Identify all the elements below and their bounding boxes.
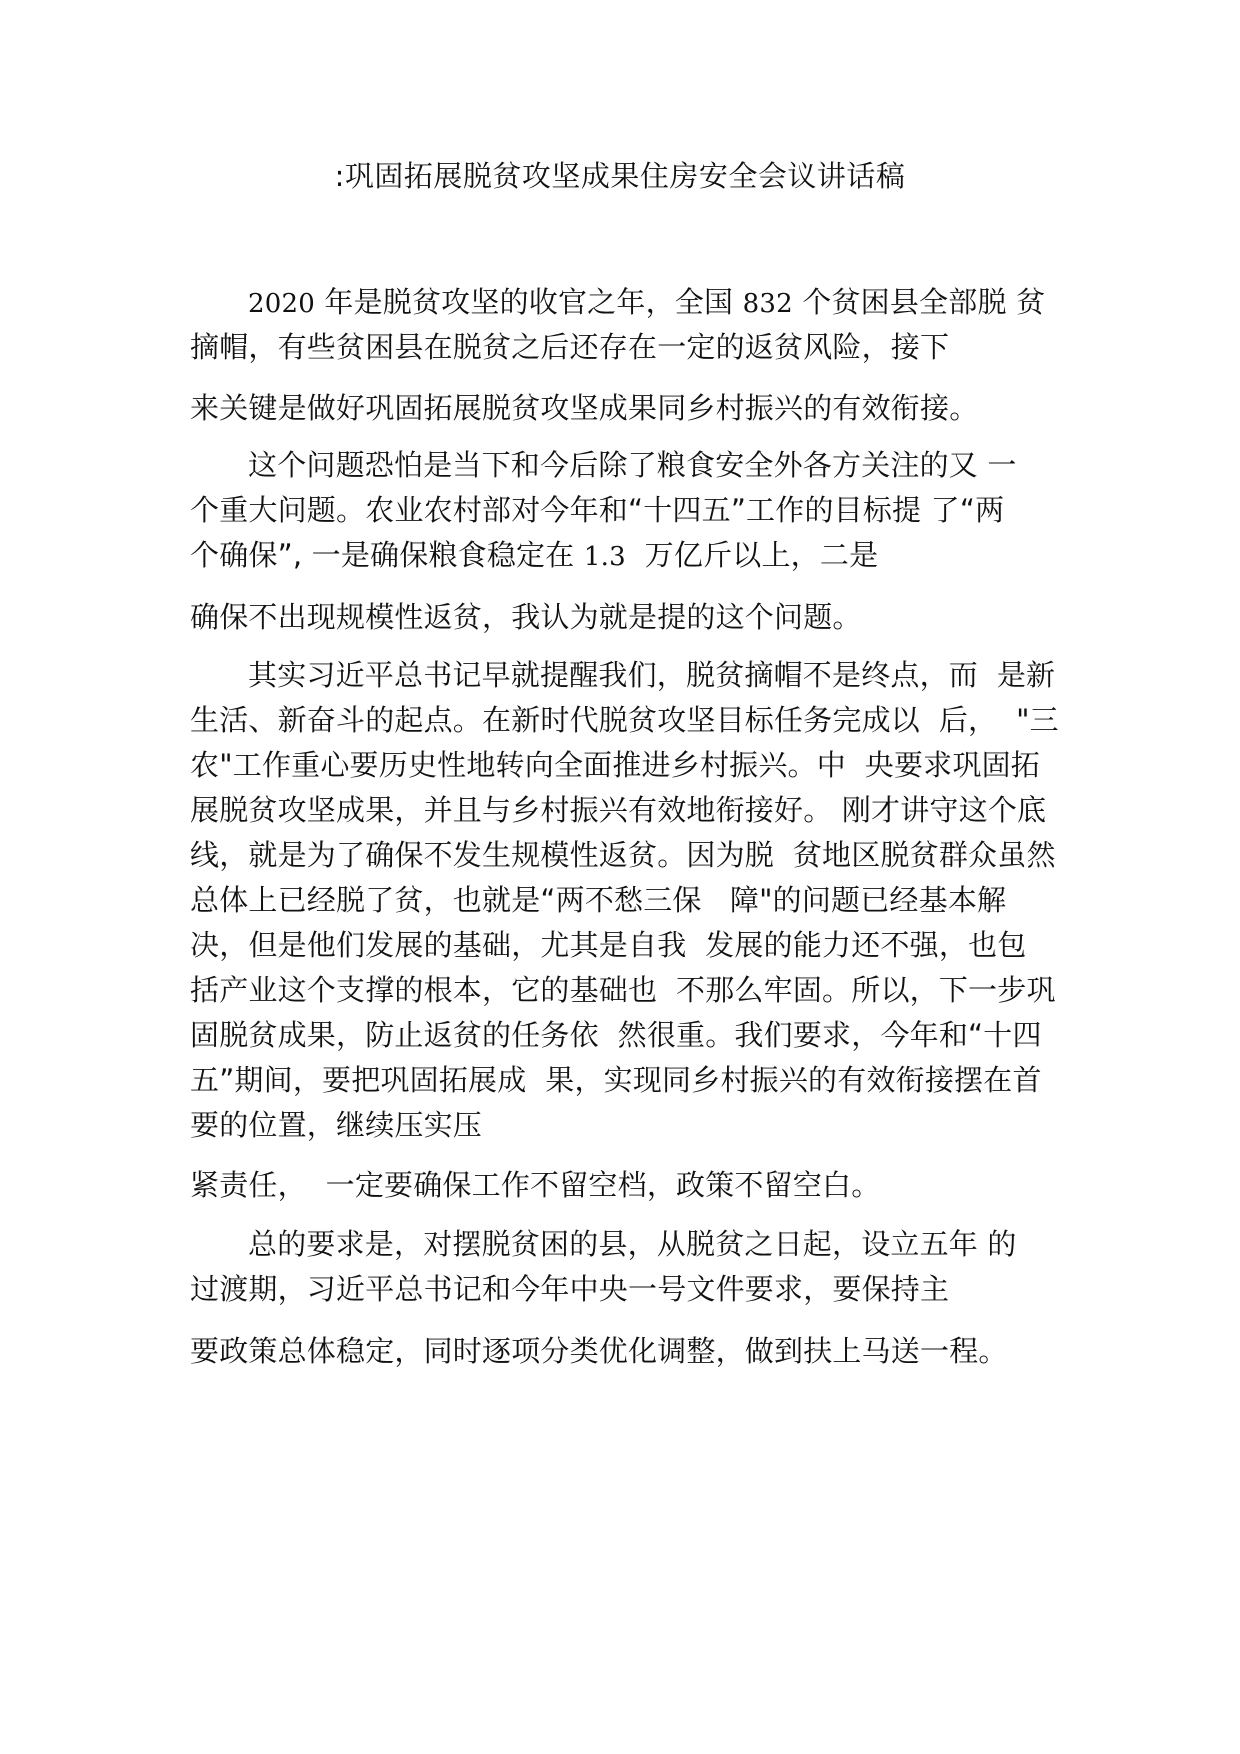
paragraph-3-line-10: 五”期间，要把巩固拓展成 果，实现同乡村振兴的有效衔接摆在首 xyxy=(190,1063,1042,1097)
text-segment: 万亿斤以上，二是 xyxy=(625,538,879,572)
paragraph-3-line-8: 括产业这个支撑的根本，它的基础也 不那么牢固。所以，下一步巩 xyxy=(190,973,1056,1007)
paragraph-3-line-3: 农"工作重心要历史性地转向全面推进乡村振兴。中 央要求巩固拓 xyxy=(190,748,1040,782)
grain-quantity-number: 1.3 xyxy=(583,542,626,572)
paragraph-3-line-4: 展脱贫攻坚成果，并且与乡村振兴有效地衔接好。 刚才讲守这个底 xyxy=(190,793,1047,827)
text-segment: 个贫困县全部脱 贫 xyxy=(792,285,1046,319)
paragraph-3-line-5: 线，就是为了确保不发生规模性返贫。因为脱 贫地区脱贫群众虽然 xyxy=(190,838,1056,872)
year-number: 2020 xyxy=(248,289,315,319)
county-count-number: 832 xyxy=(742,289,793,319)
paragraph-1-line-2: 摘帽，有些贫困县在脱贫之后还存在一定的返贫风险，接下 xyxy=(190,330,950,364)
paragraph-2-line-2: 个重大问题。农业农村部对今年和“十四五”工作的目标提 了“两 xyxy=(190,493,1005,527)
paragraph-4-line-2: 过渡期，习近平总书记和今年中央一号文件要求，要保持主 xyxy=(190,1272,950,1306)
paragraph-2-line-3 xyxy=(190,535,878,577)
paragraph-3-line-6: 总体上已经脱了贫，也就是“两不愁三保 障"的问题已经基本解 xyxy=(190,883,1007,917)
paragraph-4-line-3: 要政策总体稳定，同时逐项分类优化调整，做到扶上马送一程。 xyxy=(190,1334,1008,1368)
document-title: :巩固拓展脱贫攻坚成果住房安全会议讲话稿 xyxy=(334,159,906,193)
paragraph-4-line-1: 总的要求是，对摆脱贫困的县，从脱贫之日起，设立五年 的 xyxy=(248,1227,1017,1261)
paragraph-3-line-12: 紧责任， 一定要确保工作不留空档，政策不留空白。 xyxy=(190,1168,881,1202)
text-segment: 年是脱贫攻坚的收官之年，全国 xyxy=(314,285,743,319)
paragraph-2-line-4: 确保不出现规模性返贫，我认为就是提的这个问题。 xyxy=(190,600,862,634)
paragraph-3-line-7: 决，但是他们发展的基础，尤其是自我 发展的能力还不强，也包 xyxy=(190,928,1027,962)
paragraph-1-line-3: 来关键是做好巩固拓展脱贫攻坚成果同乡村振兴的有效衔接。 xyxy=(190,391,979,425)
paragraph-1-line-1 xyxy=(248,282,1045,324)
paragraph-3-line-11: 要的位置，继续压实压 xyxy=(190,1108,483,1142)
paragraph-3-line-1: 其实习近平总书记早就提醒我们，脱贫摘帽不是终点，而 是新 xyxy=(248,658,1056,692)
paragraph-3-line-9: 固脱贫成果，防止返贫的任务依 然很重。我们要求，今年和“十四 xyxy=(190,1018,1042,1052)
paragraph-2-line-1: 这个问题恐怕是当下和今后除了粮食安全外各方关注的又 一 xyxy=(248,448,1017,482)
paragraph-3-line-2: 生活、新奋斗的起点。在新时代脱贫攻坚目标任务完成以 后， "三 xyxy=(190,703,1059,737)
text-segment: 个确保”, 一是确保粮食稳定在 xyxy=(190,538,584,572)
